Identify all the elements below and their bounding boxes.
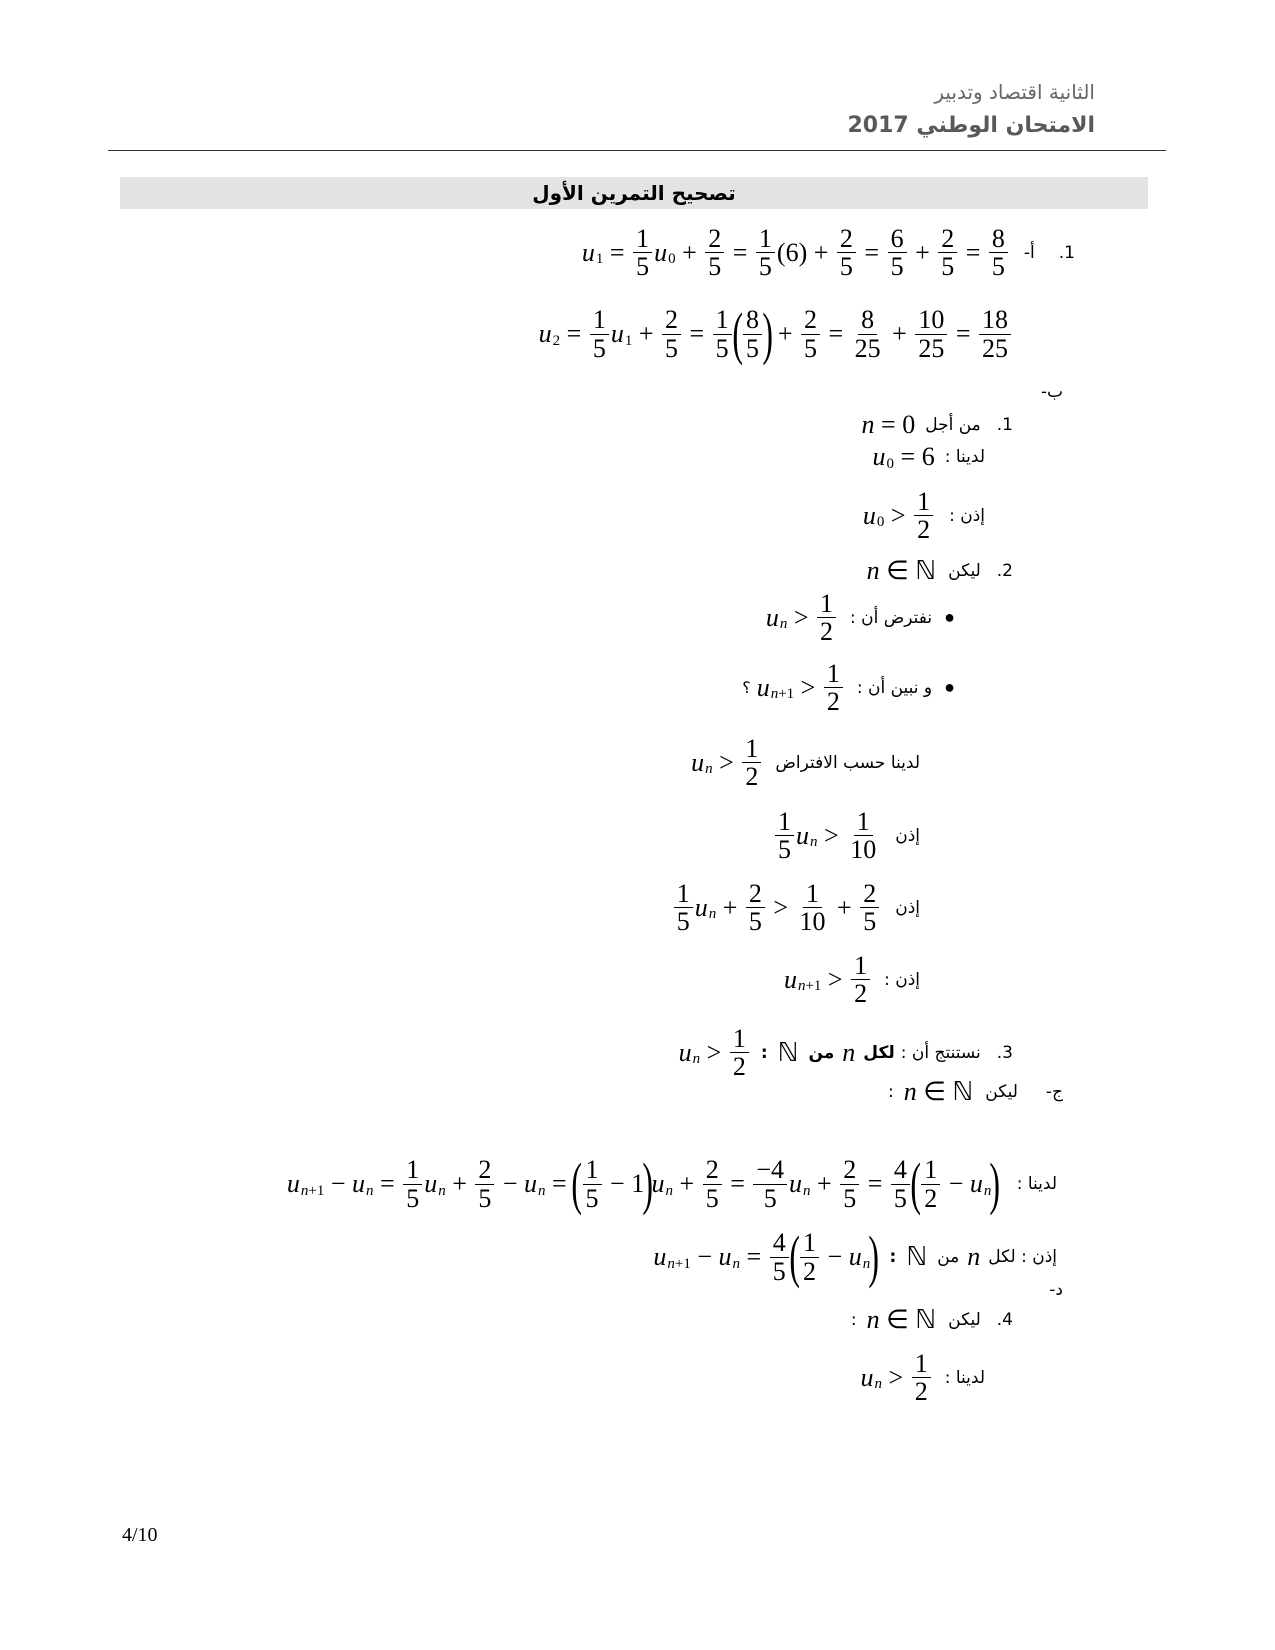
label-q1: 1. [1058,242,1075,263]
section-title-bar [120,177,1148,209]
difference-line: u n+1 − u n = $\frac{1}{5}$ u n + $\frac{2}{5}$ − u n = ( $\frac{1}{5}$ − 1 ) u n + $\frac{2}{5}$ = $\frac{-4}{5}$ u n + $\frac{2}{5}$ = $\frac{4}{5}$ ( $\frac{1}{2}$ − u n ) لدينا : [286,1151,1057,1216]
label-step1: 1. [996,415,1013,435]
section-title: تصحيح التمرين الأول [532,181,736,205]
c-line: : n ∈ ℕ ليكن ج- [888,1077,1063,1106]
step1-line: n = 0 من أجل 1. [861,410,1013,439]
u0-gt-line: u 0 > $\frac{1}{2}$ إذن : [862,487,985,545]
hypothesis-line: u n > $\frac{1}{2}$ لدينا حسب الافتراض [691,734,920,792]
exam-title: الامتحان الوطني 2017 [847,113,1095,138]
exam-subtitle: الثانية اقتصاد وتدبير [934,80,1095,104]
page-number: 4/10 [122,1524,158,1546]
difference-conclusion-line: u n+1 − u n = $\frac{4}{5}$ ( $\frac{1}{2}$ − u n ) : ℕ من n إذن : لكل [653,1224,1057,1289]
u1-line [582,225,1075,281]
bullet-icon: ● [944,677,955,698]
step2-line: n ∈ ℕ ليكن 2. [866,556,1013,585]
step-conclude-line: u n+1 > $\frac{1}{2}$ إذن : [783,951,920,1009]
bullet-icon: ● [944,607,955,628]
header-divider [108,150,1166,151]
label-a: أ- [1023,242,1035,263]
step3-line: u n > $\frac{1}{2}$ : ℕ من n لكل نستنتج أن : 3. [678,1024,1013,1082]
step-add-line: $\frac{1}{5}$ u n + $\frac{2}{5}$ > $\frac{1}{10}$ + $\frac{2}{5}$ إذن [672,880,920,936]
label-b: ب- [1040,382,1063,402]
show-line: ؟ u n+1 > $\frac{1}{2}$ و نبين أن : ● [742,659,955,717]
step4-line: : n ∈ ℕ ليكن 4. [850,1305,1013,1334]
un-gt-final-line: u n > $\frac{1}{2}$ لدينا : [860,1349,985,1407]
suppose-line: u n > $\frac{1}{2}$ نفترض أن : ● [765,589,955,647]
u1-equation: u 1 = $\frac{1}{5}$ u 0 + $\frac{2}{5}$ = $\frac{1}{5}$ (6) + $\frac{2}{5}$ = $\frac{6}{5}$ + $\frac{2}{5}$ = $\frac{8}{5}$ [582,225,1010,281]
u2-equation: u 2 = $\frac{1}{5}$ u 1 + $\frac{2}{5}$ = $\frac{1}{5}$ ( $\frac{8}{5}$ ) + $\frac{2}{5}$ = $\frac{8}{25}$ + $\frac{10}{25}$ = $\frac{18}{25}$ [539,305,1013,363]
for-n0-text: من أجل [925,415,981,435]
step-frac10-line: $\frac{1}{5}$ u n > $\frac{1}{10}$ إذن [773,808,920,864]
u2-line [538,301,1013,366]
label-d: د- [1049,1280,1063,1300]
u0-line: u 0 = 6 لدينا : [872,442,985,472]
